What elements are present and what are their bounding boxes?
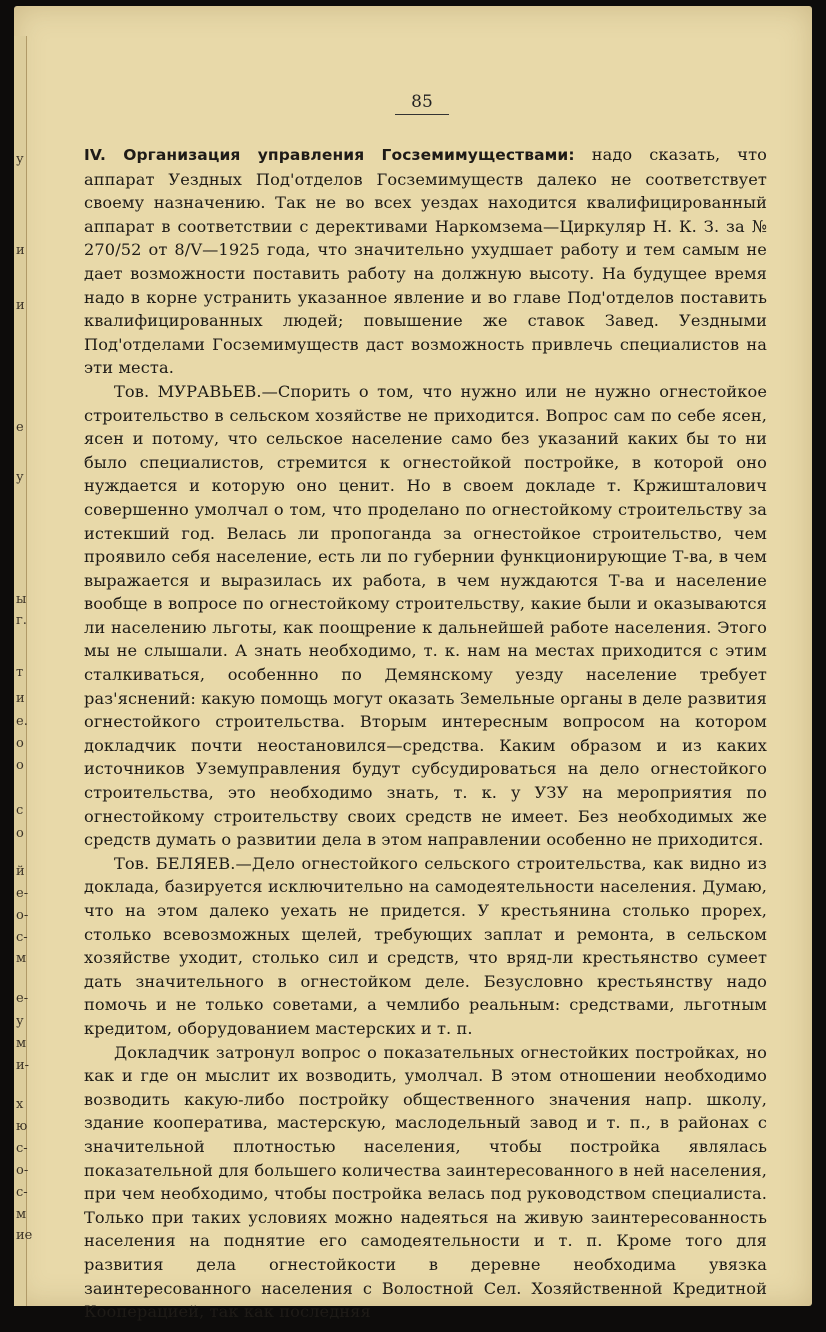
page-number-text: 85 [395, 92, 449, 115]
margin-fragment: и [16, 298, 25, 313]
margin-fragment: о [16, 826, 24, 841]
margin-fragment: е. [16, 714, 28, 729]
paragraph-text: Тов. БЕЛЯЕВ.—Дело огнестойкого сельского строительства, как видно из доклада, базируется исключительно на самодеятельности населения. Думаю, что на этом далеко уехать не придется. У крестьянина столько прорех, столько всевозможных щелей, требующих заплат и ремонта, в сельском хозяйстве уходит, столько сил и средств, что вряд-ли крестьянство сумеет дать значительного в огнестойком деле. Безусловно крестьянству надо помочь и не только советами, а чемлибо реальным: средствами, льготным кредитом, оборудованием мастерских и т. п. [84, 853, 767, 1038]
margin-fragment: м [16, 1036, 27, 1051]
margin-fragment: о- [16, 1163, 29, 1178]
paragraph [84, 380, 767, 852]
margin-fragment: ю [16, 1119, 28, 1134]
margin-fragment: г. [16, 613, 27, 628]
margin-fragment: ие [16, 1228, 33, 1243]
margin-fragment: у [16, 470, 24, 485]
paragraph [84, 1041, 767, 1324]
paragraph [84, 143, 767, 380]
margin-fragment: о [16, 758, 24, 773]
paragraph-text: Докладчик затронул вопрос о показательных огнестойких постройках, но как и где он мыслит их возводить, умолчал. В этом отношении необходимо возводить какую-либо постройку общественного значения напр. школу, здание кооператива, мастерскую, маслодельный завод и т. п., в районах с значительной плотностью населения, чтобы постройка являлась показательной для большего количества заинтересованного в ней населения, при чем необходимо, чтобы постройка велась под руководством специалиста. Только при таких условиях можно надеяться на живую заинтересованность населения на поднятие его самодеятельности и т. п. Кроме того для развития дела огнестойкости в деревне необходима увязка заинтересованного населения с Волостной Сел. Хозяйственной Кредитной Кооперацией, так как последняя [84, 1042, 767, 1322]
margin-fragment: и [16, 691, 25, 706]
margin-fragment: т [16, 665, 24, 680]
paragraph [84, 852, 767, 1041]
margin-fragment: с- [16, 930, 28, 945]
margin-fragment: е [16, 420, 24, 435]
margin-fragment: м [16, 951, 27, 966]
body-text [84, 143, 767, 1324]
margin-fragment: м [16, 1207, 27, 1222]
margin-fragment: и- [16, 1058, 30, 1073]
page-number [14, 92, 812, 115]
section-heading: IV. Организация управления Госземимуществами: [84, 146, 575, 164]
paragraph-text: надо сказать, что аппарат Уездных Под'отделов Госземимуществ далеко не соответствует своему назначению. Так не во всех уездах находится квалифицированный аппарат в соответствии с дерективами Наркомзема—Циркуляр Н. К. З. за № 270/52 от 8/V—1925 года, что значительно ухудшает работу и тем самым не дает возможности поставить работу на должную высоту. На будущее время надо в корне устранить указанное явление и во главе Под'отделов поставить квалифицированных людей; повышение же ставок Завед. Уездными Под'отделами Госземимуществ даст возможность привлечь специалистов на эти места. [84, 145, 767, 378]
margin-fragment: с- [16, 1141, 28, 1156]
margin-fragment: о [16, 736, 24, 751]
margin-fragment: е- [16, 886, 29, 901]
margin-fragment: с- [16, 1185, 28, 1200]
margin-fragment: с [16, 803, 24, 818]
margin-fragment: и [16, 243, 25, 258]
margin-fragment: х [16, 1097, 24, 1112]
book-page [14, 6, 812, 1322]
margin-fragment: е- [16, 991, 29, 1006]
margin-fragment: ы [16, 592, 27, 607]
margin-fragment: о- [16, 908, 29, 923]
margin-fragment: у [16, 152, 24, 167]
margin-fragment: й [16, 864, 25, 879]
margin-fragment: у [16, 1014, 24, 1029]
paragraph-text: Тов. МУРАВЬЕВ.—Спорить о том, что нужно или не нужно огнестойкое строительство в сельском хозяйстве не приходится. Вопрос сам по себе ясен, ясен и потому, что сельское население само без указаний каких бы то ни было специалистов, стремится к огнестойкой постройке, в которой оно нуждается и которую оно ценит. Но в своем докладе т. Кржишталович совершенно умолчал о том, что проделано по огнестойкому строительству за истекший год. Велась ли пропоганда за огнестойкое строительство, чем проявило себя население, есть ли по губернии функционирующие Т-ва, в чем выражается и выразилась их работа, в чем нуждаются Т-ва и население вообще в вопросе по огнестойкому строительству, какие были и оказываются ли населению льготы, как поощрение к дальнейшей работе населения. Этого мы не слышали. А знать необходимо, т. к. нам на местах приходится с этим сталкиваться, особеннно по Демянскому уезду население требует раз'яснений: какую помощь могут оказать Земельные органы в деле развития огнестойкого строительства. Вторым интересным вопросом на котором докладчик почти неостановился—средства. Каким образом и из каких источников Уземуправления будут субсудироваться на дело огнестойкого строительства, это необходимо знать, т. к. у УЗУ на мероприятия по огнестойкому строительству своих средств не имеет. Без необходимых же средств думать о развитии дела в этом направлении особенно не приходится. [84, 381, 767, 850]
